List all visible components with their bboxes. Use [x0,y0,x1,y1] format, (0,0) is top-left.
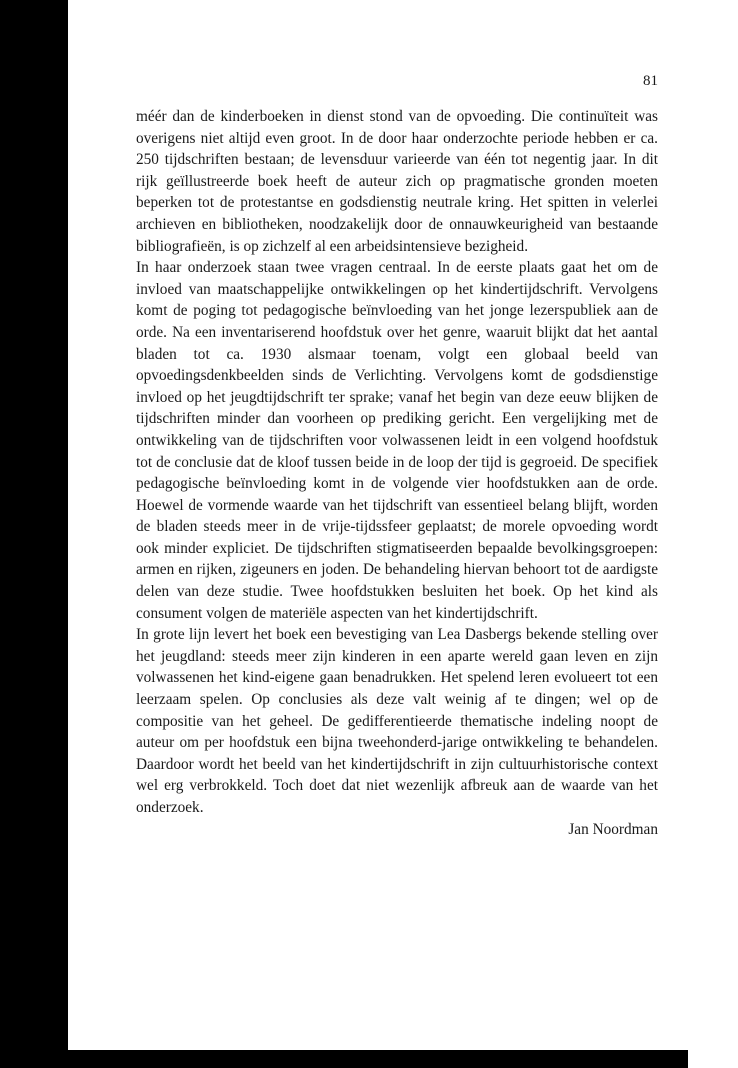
paragraph-3: In grote lijn levert het boek een bevestiging van Lea Dasbergs bekende stelling over het jeugdland: steeds meer zijn kinderen in een aparte wereld gaan leven en zijn volwassenen het kind-eigene gaan benadrukken. Het spelend leren evolueert tot een leerzaam spelen. Op conclusies als deze valt weinig af te dingen; wel op de compositie van het geheel. De gedifferentieerde thematische indeling noopt de auteur om per hoofdstuk een bijna tweehonderd-jarige ontwikkeling te behandelen. Daardoor wordt het beeld van het kindertijdschrift in zijn cultuurhistorische context wel erg verbrokkeld. Toch doet dat niet wezenlijk afbreuk aan de waarde van het onderzoek. [136,626,658,816]
scan-border-left [0,0,68,1068]
author-signature: Jan Noordman [568,820,658,838]
scan-border-bottom [68,1050,688,1068]
page-number: 81 [643,73,658,89]
article-body [136,106,658,840]
paragraph-2: In haar onderzoek staan twee vragen centraal. In de eerste plaats gaat het om de invloed van maatschappelijke ontwikkelingen op het kindertijdschrift. Vervolgens komt de poging tot pedagogische beïnvloeding van het jonge lezerspubliek aan de orde. Na een inventariserend hoofdstuk over het genre, waaruit blijkt dat het aantal bladen tot ca. 1930 alsmaar toenam, volgt een globaal beeld van opvoedingsdenkbeelden sinds de Verlichting. Vervolgens komt de godsdienstige invloed op het jeugdtijdschrift ter sprake; vanaf het begin van deze eeuw blijken de tijdschriften minder dan voorheen op prediking gericht. Een vergelijking met de ontwikkeling van de tijdschriften voor volwassenen leidt in een volgend hoofdstuk tot de conclusie dat de kloof tussen beide in de loop der tijd is gegroeid. De specifiek pedagogische beïnvloeding komt in de volgende vier hoofdstukken aan de orde. Hoewel de vormende waarde van het tijdschrift van essentieel belang blijft, worden de bladen steeds meer in de vrije-tijdssfeer geplaatst; de morele opvoeding wordt ook minder expliciet. De tijdschriften stigmatiseerden bepaalde bevolkingsgroepen: armen en rijken, zigeuners en joden. De behandeling hiervan behoort tot de aardigste delen van deze studie. Twee hoofdstukken besluiten het boek. Op het kind als consument volgen de materiële aspecten van het kindertijdschrift. [136,259,658,622]
paragraph-1: méér dan de kinderboeken in dienst stond van de opvoeding. Die continuïteit was overigens niet altijd even groot. In de door haar onderzochte periode hebben er ca. 250 tijdschriften bestaan; de levensduur varieerde van één tot negentig jaar. In dit rijk geïllustreerde boek heeft de auteur zich op pragmatische gronden moeten beperken tot de protestantse en godsdienstig neutrale kring. Het spitten in velerlei archieven en bibliotheken, noodzakelijk door de onnauwkeurigheid van bestaande bibliografieën, is op zichzelf al een arbeidsintensieve bezigheid. [136,108,658,255]
